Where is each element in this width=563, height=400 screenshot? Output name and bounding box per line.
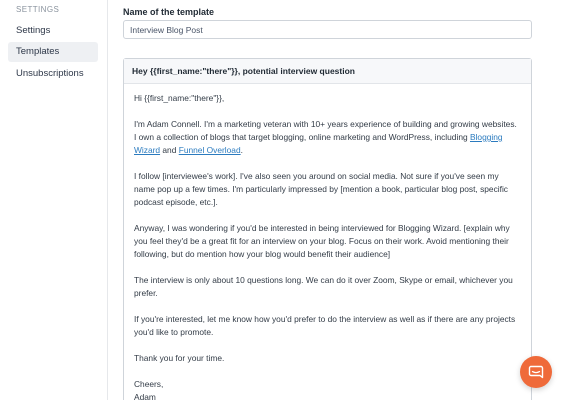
template-name-input[interactable]	[123, 20, 532, 39]
chat-launcher-button[interactable]	[520, 356, 552, 388]
sidebar-heading: SETTINGS	[16, 5, 60, 14]
body-greeting: Hi {{first_name:"there"}},	[134, 93, 225, 103]
email-body[interactable]	[124, 84, 531, 400]
chat-bubble-icon	[528, 364, 544, 380]
settings-sidebar	[0, 0, 108, 400]
template-editor-panel	[108, 0, 563, 400]
email-subject[interactable]: Hey {{first_name:"there"}}, potential interview question	[124, 59, 531, 84]
body-signoff: Cheers,	[134, 379, 164, 389]
body-paragraph-follow: I follow [interviewee's work]. I've also seen you around on social media. Not sure if you've seen my name pop up a few times. I'm particularly impressed by [mention a book, particular blog post, specific podcast episode, etc.].	[134, 171, 508, 207]
body-paragraph-interest: If you're interested, let me know how you'd prefer to do the interview as well as if there are any projects you'd like to promote.	[134, 314, 516, 337]
body-signature: Adam	[134, 392, 156, 400]
template-name-label: Name of the template	[123, 7, 215, 17]
email-editor[interactable]	[123, 58, 532, 400]
sidebar-item-unsubscriptions[interactable]: Unsubscriptions	[16, 68, 84, 79]
body-paragraph-length: The interview is only about 10 questions long. We can do it over Zoom, Skype or email, whichever you prefer.	[134, 275, 513, 298]
body-paragraph-thanks: Thank you for your time.	[134, 353, 225, 363]
sidebar-item-templates[interactable]: Templates	[8, 42, 98, 62]
blogging-wizard-link[interactable]: Blogging Wizard	[134, 132, 503, 155]
intro-and: and	[160, 145, 179, 155]
intro-text: I'm Adam Connell. I'm a marketing veteran with 10+ years experience of building and growing websites. I own a collection of blogs that target blogging, online marketing and WordPress, including	[134, 119, 517, 142]
body-paragraph-ask: Anyway, I was wondering if you'd be interested in being interviewed for Blogging Wizard. [explain why you feel they'd be a great fit for an interview on your blog. Focus on their work. Avoid mentioning their following, but do mention how your blog would benefit their audience]	[134, 223, 510, 259]
body-paragraph-intro	[134, 118, 521, 157]
sidebar-item-settings[interactable]: Settings	[16, 25, 51, 36]
intro-end: .	[240, 145, 243, 155]
funnel-overload-link[interactable]: Funnel Overload	[178, 145, 241, 155]
